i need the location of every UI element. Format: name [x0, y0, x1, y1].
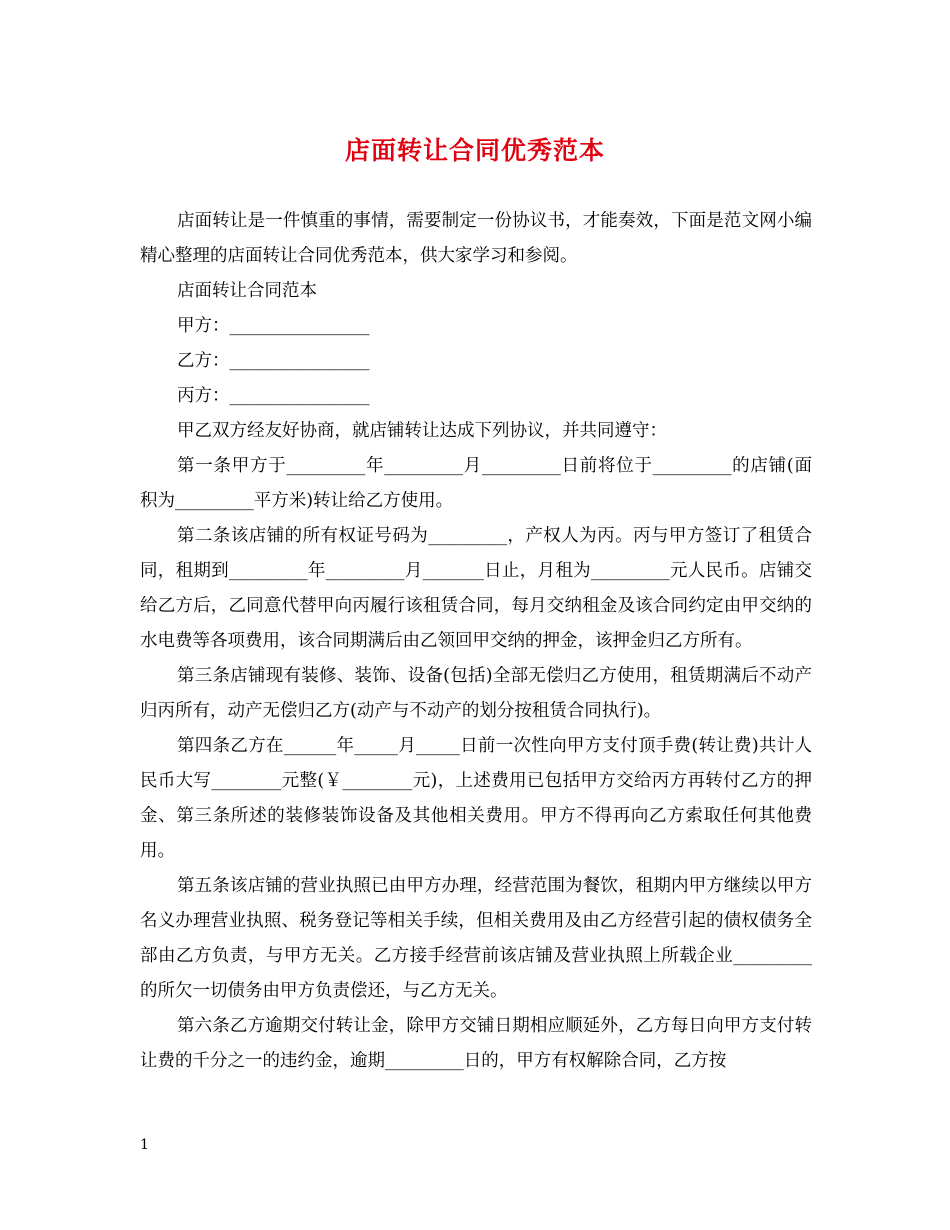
article-5: 第五条该店铺的营业执照已由甲方办理，经营范围为餐饮，租期内甲方继续以甲方名义办理营业执照、税务登记等相关手续，但相关费用及由乙方经营引起的债权债务全部由乙方负责，与甲方无关。乙方接手经营前该店铺及营业执照上所载企业_________的所欠一切债务由甲方负责偿还，与乙方无关。: [140, 876, 812, 1001]
contract-heading: 店面转让合同范本: [177, 281, 317, 301]
party-a-line: 甲方：________________: [177, 316, 370, 336]
document-body: [140, 204, 812, 1079]
party-c-line: 丙方：________________: [177, 386, 370, 406]
article-3: 第三条店铺现有装修、装饰、设备(包括)全部无偿归乙方使用，租赁期满后不动产归丙所有，动产无偿归乙方(动产与不动产的划分按租赁合同执行)。: [140, 666, 812, 721]
agreement-preamble: 甲乙双方经友好协商，就店铺转让达成下列协议，并共同遵守：: [177, 421, 667, 441]
document-title: 店面转让合同优秀范本: [344, 136, 605, 165]
article-2: 第二条该店铺的所有权证号码为_________，产权人为丙。丙与甲方签订了租赁合同，租期到_________年_________月_______日止，月租为_________元人民币。店铺交给乙方后，乙同意代替甲向丙履行该租赁合同，每月交纳租金及该合同约定由甲交纳的水电费等各项费用，该合同期满后由乙领回甲交纳的押金，该押金归乙方所有。: [140, 526, 812, 651]
article-6: 第六条乙方逾期交付转让金，除甲方交铺日期相应顺延外，乙方每日向甲方支付转让费的千分之一的违约金，逾期_________日的，甲方有权解除合同，乙方按: [140, 1016, 812, 1071]
article-4: 第四条乙方在______年_____月_____日前一次性向甲方支付顶手费(转让费)共计人民币大写________元整(￥________元)，上述费用已包括甲方交给丙方再转付乙方的押金、第三条所述的装修装饰设备及其他相关费用。甲方不得再向乙方索取任何其他费用。: [140, 736, 812, 861]
intro-paragraph: 店面转让是一件慎重的事情，需要制定一份协议书，才能奏效，下面是范文网小编精心整理的店面转让合同优秀范本，供大家学习和参阅。: [140, 211, 812, 266]
party-b-line: 乙方：________________: [177, 351, 370, 371]
page-number: 1: [140, 1137, 149, 1153]
article-1: 第一条甲方于_________年_________月_________日前将位于_________的店铺(面积为_________平方米)转让给乙方使用。: [140, 456, 812, 511]
